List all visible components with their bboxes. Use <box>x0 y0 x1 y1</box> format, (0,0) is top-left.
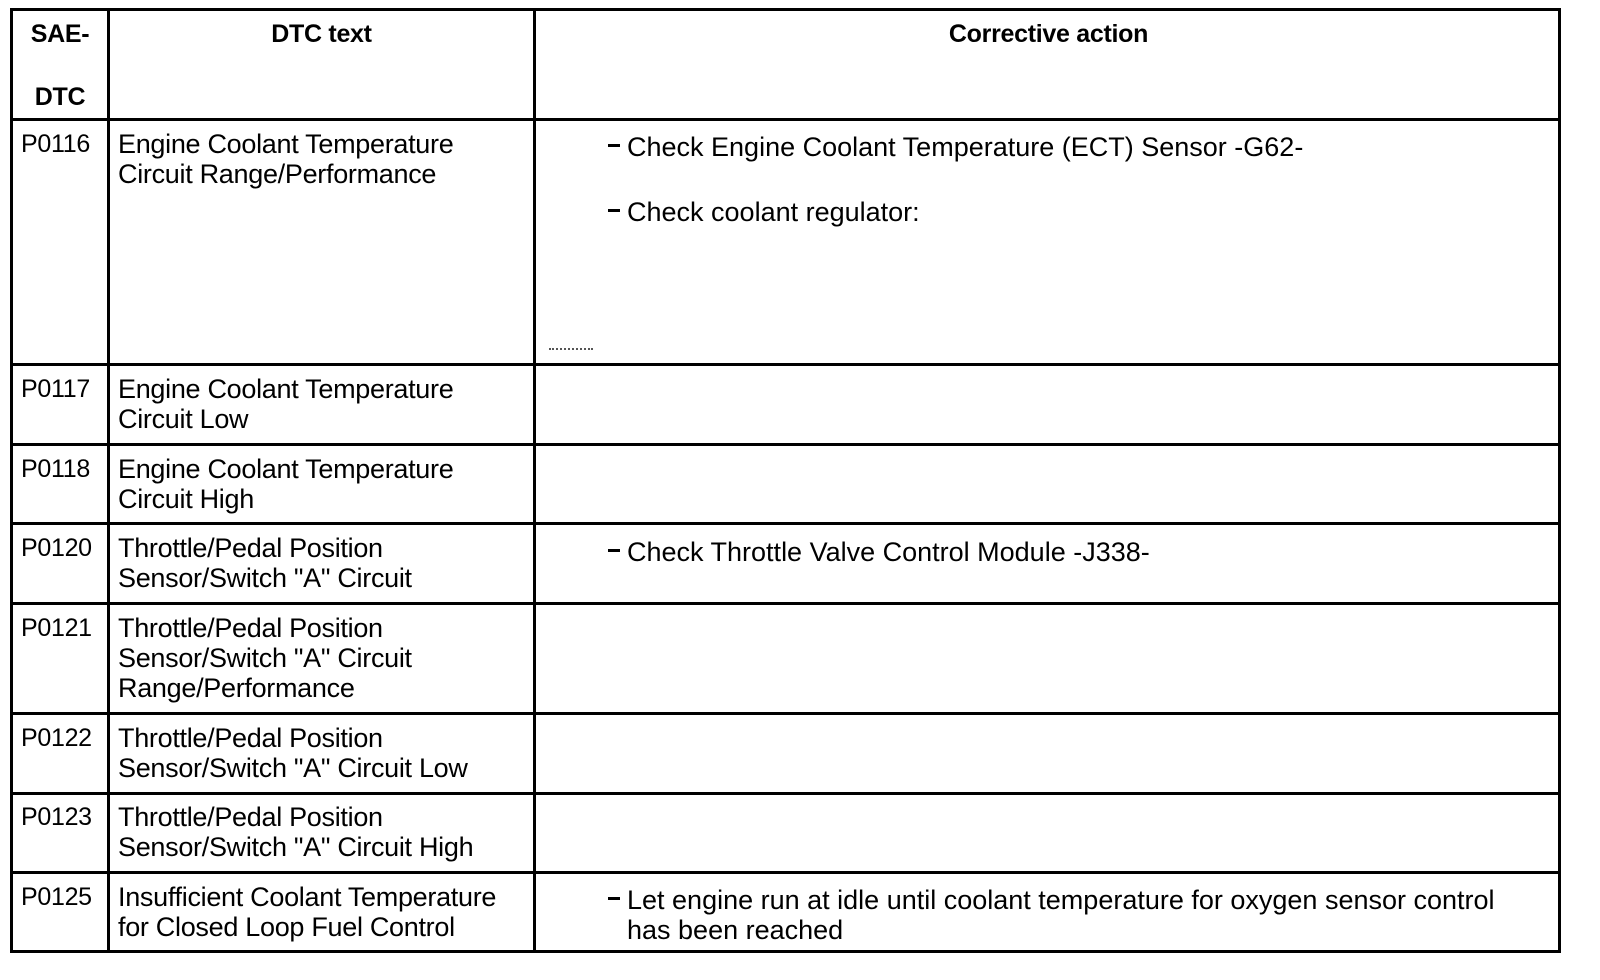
row-divider <box>13 712 1558 715</box>
row-dtc-text <box>118 882 496 942</box>
dtc-text-line: Insufficient Coolant Temperature <box>118 882 497 912</box>
row-divider <box>13 871 1558 874</box>
dash-icon <box>608 897 620 900</box>
row-code: P0116 <box>21 130 90 158</box>
dtc-text-line: Throttle/Pedal Position <box>118 613 383 643</box>
row-code: P0121 <box>21 614 92 642</box>
dash-icon <box>608 144 620 147</box>
header-dtc-line: DTC <box>34 83 86 111</box>
dtc-text-line: Range/Performance <box>118 673 355 703</box>
row-divider <box>13 363 1558 366</box>
row-divider <box>13 443 1558 446</box>
dtc-text-line: Sensor/Switch "A" Circuit High <box>118 832 474 862</box>
action-item <box>627 885 1495 945</box>
action-text: Check Engine Coolant Temperature (ECT) Sensor -G62- <box>627 132 1304 162</box>
row-divider <box>13 118 1558 121</box>
dtc-text-line: Throttle/Pedal Position <box>118 533 383 563</box>
header-sae-line: SAE- <box>30 20 90 48</box>
dtc-text-line: for Closed Loop Fuel Control <box>118 912 455 942</box>
row-dtc-text <box>118 129 453 189</box>
dtc-text-line: Engine Coolant Temperature <box>118 129 454 159</box>
row-dtc-text <box>118 374 453 434</box>
action-item <box>627 132 1303 162</box>
action-item <box>627 537 1150 567</box>
dash-icon <box>608 209 620 212</box>
dtc-text-line: Sensor/Switch "A" Circuit <box>118 643 412 673</box>
dtc-text-line: Circuit Range/Performance <box>118 159 437 189</box>
dtc-text-line: Sensor/Switch "A" Circuit Low <box>118 753 468 783</box>
dtc-text-line: Sensor/Switch "A" Circuit <box>118 563 412 593</box>
dtc-text-line: Circuit High <box>118 484 254 514</box>
row-code: P0122 <box>21 724 92 752</box>
dtc-text-line: Circuit Low <box>118 404 249 434</box>
column-divider <box>533 11 536 950</box>
row-divider <box>13 792 1558 795</box>
header-corrective-action: Corrective action <box>948 20 1149 48</box>
dtc-text-line: Engine Coolant Temperature <box>118 454 454 484</box>
dtc-text-line: Engine Coolant Temperature <box>118 374 454 404</box>
dotted-marker <box>549 348 593 350</box>
action-text: Check Throttle Valve Control Module -J338- <box>627 537 1150 567</box>
row-code: P0118 <box>21 455 90 483</box>
row-code: P0120 <box>21 534 92 562</box>
header-sae-dtc <box>13 19 107 112</box>
dash-icon <box>608 549 620 552</box>
row-code: P0125 <box>21 883 92 911</box>
header-dtc-text: DTC text <box>271 20 372 48</box>
row-dtc-text <box>118 533 412 593</box>
dtc-table <box>10 8 1561 953</box>
dtc-text-line: Throttle/Pedal Position <box>118 802 383 832</box>
column-divider <box>107 11 110 950</box>
row-dtc-text <box>118 613 412 703</box>
action-text: Let engine run at idle until coolant temperature for oxygen sensor control <box>627 885 1495 915</box>
row-code: P0123 <box>21 803 92 831</box>
dtc-text-line: Throttle/Pedal Position <box>118 723 383 753</box>
action-item <box>627 197 920 227</box>
row-dtc-text <box>118 802 473 862</box>
row-dtc-text <box>118 723 468 783</box>
row-dtc-text <box>118 454 453 514</box>
row-divider <box>13 602 1558 605</box>
row-code: P0117 <box>21 375 90 403</box>
row-divider <box>13 522 1558 525</box>
action-text: has been reached <box>627 915 844 945</box>
action-text: Check coolant regulator: <box>627 197 920 227</box>
